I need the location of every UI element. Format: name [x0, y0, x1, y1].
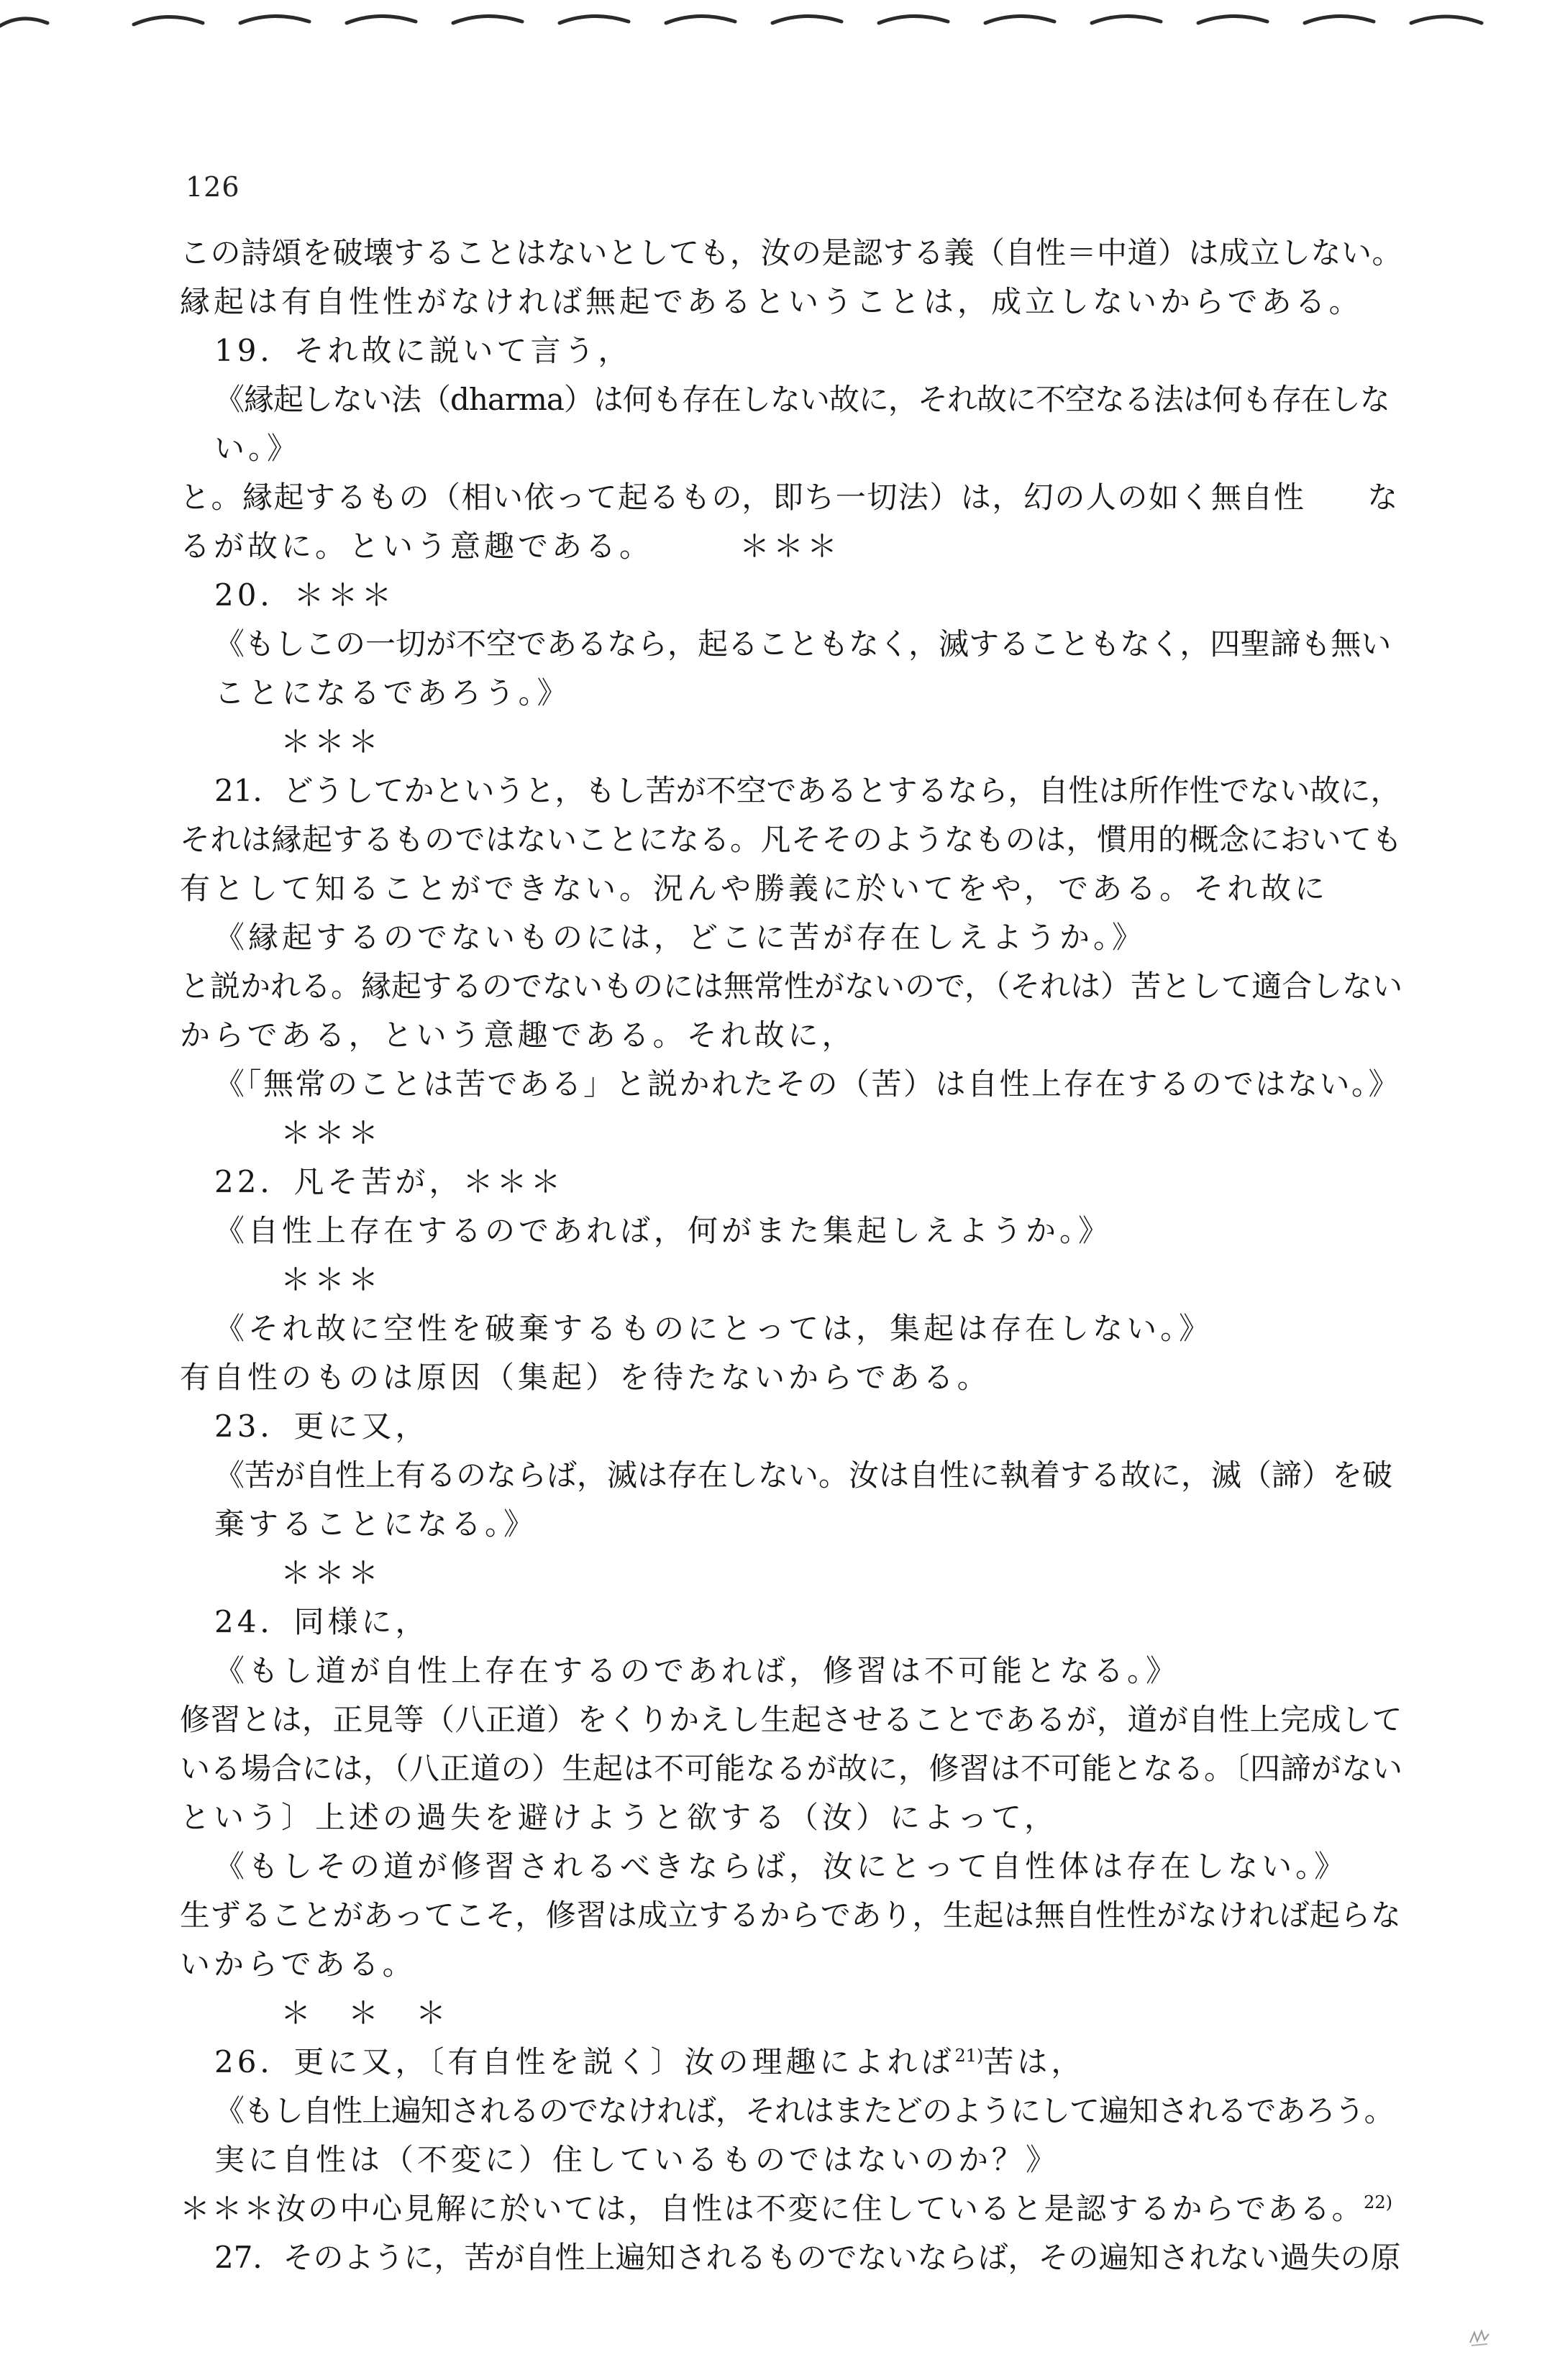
text-line-content: ＊＊＊ [280, 1115, 383, 1150]
text-line-content: るが故に。という意趣である。 ＊＊＊ [180, 528, 841, 564]
text-line [180, 1207, 1402, 1255]
text-line-content: 《縁起しない法（dharma）は何も存在しない故に，それ故に不空なる法は何も存在しな [214, 382, 1390, 417]
text-line [180, 1304, 1402, 1353]
page-number: 126 [186, 171, 240, 203]
text-line [180, 1793, 1402, 1842]
text-line-content: という〕上述の過失を避けようと欲する（汝）によって， [180, 1800, 1059, 1835]
text-line-content: 《縁起するのでないものには，どこに苦が存在しえようか。》 [214, 920, 1146, 955]
text-line [180, 1744, 1402, 1793]
text-line [180, 424, 1402, 473]
text-line [180, 2087, 1402, 2136]
text-line-content: 修習とは，正見等（八正道）をくりかえし生起させることであるが，道が自性上完成して [180, 1702, 1403, 1737]
text-line-content: 《自性上存在するのであれば，何がまた集起しえようか。》 [214, 1213, 1113, 1248]
text-line-content: 21．どうしてかというと，もし苦が不空であるとするなら，自性は所作性でない故に， [214, 773, 1401, 808]
text-line-content: と説かれる。縁起するのでないものには無常性がないので，（それは）苦として適合しない [180, 969, 1403, 1004]
text-line-content: 20．＊＊＊ [214, 577, 396, 613]
text-line-content: 《「無常のことは苦である」と説かれたその（苦）は自性上存在するのではない。》 [214, 1066, 1401, 1102]
text-line [180, 766, 1402, 815]
text-line [180, 2184, 1402, 2233]
text-line [180, 1109, 1402, 1158]
text-line-content: 棄することになる。》 [214, 1506, 538, 1542]
text-line-content: と。縁起するもの（相い依って起るもの，即ち一切法）は，幻の人の如く無自性 な [180, 480, 1399, 515]
text-line [180, 1011, 1402, 1060]
text-line [180, 913, 1402, 962]
pencil-scribble-mark [1467, 2327, 1492, 2348]
footnote-reference: 21) [954, 2046, 984, 2066]
text-line-content: 《苦が自性上有るのならば，滅は存在しない。汝は自性に執着する故に，滅（諦）を破 [214, 1457, 1393, 1493]
text-line-content: 24．同様に， [214, 1604, 429, 1639]
text-line [180, 473, 1402, 522]
text-line [180, 1255, 1402, 1304]
text-line-content: ＊ ＊ ＊ [280, 1995, 450, 2031]
text-line-content: ＊＊＊汝の中心見解に於いては，自性は不変に住していると是認するからである。 [180, 2191, 1364, 2226]
text-line [180, 669, 1402, 718]
text-line-content: 22．凡そ苦が，＊＊＊ [214, 1164, 565, 1199]
text-line [180, 522, 1402, 571]
text-line-content: 《もしこの一切が不空であるなら，起ることもなく，滅することもなく，四聖諦も無い [214, 626, 1392, 662]
text-line-content: ＊＊＊ [280, 1262, 383, 1297]
text-line [180, 229, 1402, 278]
text-line [180, 1940, 1402, 1989]
text-line-content: ことになるであろう。》 [214, 675, 571, 710]
text-line [180, 1598, 1402, 1647]
text-line-content: 《それ故に空性を破棄するものにとっては，集起は存在しない。》 [214, 1311, 1213, 1346]
text-line [180, 2038, 1402, 2087]
text-line [180, 962, 1402, 1011]
text-line-content: 27．そのように，苦が自性上遍知されるものでないならば，その遍知されない過失の原 [214, 2240, 1401, 2275]
text-line [180, 718, 1402, 766]
text-line [180, 326, 1402, 375]
text-line [180, 1402, 1402, 1451]
text-line [180, 1842, 1402, 1891]
text-line-content: い。》 [214, 431, 301, 466]
text-line [180, 1647, 1402, 1695]
text-line [180, 375, 1402, 424]
text-line [180, 1353, 1402, 1402]
text-line-content: いからである。 [180, 1946, 416, 1982]
text-line-content: 有自性のものは原因（集起）を待たないからである。 [180, 1360, 991, 1395]
text-line-content: 23．更に又， [214, 1409, 429, 1444]
text-line-content: この詩頌を破壊することはないとしても，汝の是認する義（自性＝中道）は成立しない。 [180, 235, 1403, 270]
text-line-continuation: 苦は， [983, 2044, 1085, 2079]
text-line [180, 1549, 1402, 1598]
text-line [180, 815, 1402, 864]
text-line [180, 1158, 1402, 1207]
text-line-content: からである，という意趣である。それ故に， [180, 1017, 856, 1053]
text-line-content: いる場合には，（八正道の）生起は不可能なるが故に，修習は不可能となる。〔四諦がない [180, 1751, 1403, 1786]
text-line [180, 1695, 1402, 1744]
text-line [180, 2136, 1402, 2184]
text-line-content: 生ずることがあってこそ，修習は成立するからであり，生起は無自性性がなければ起らな [180, 1898, 1402, 1933]
text-line [180, 1060, 1402, 1109]
text-line [180, 1989, 1402, 2038]
text-line [180, 278, 1402, 326]
text-line-content: ＊＊＊ [280, 1555, 383, 1591]
text-line-content: 縁起は有自性性がなければ無起であるということは，成立しないからである。 [180, 284, 1363, 319]
text-line [180, 2233, 1402, 2282]
text-line-content: 26．更に又，〔有自性を説く〕汝の理趣によれば [214, 2044, 955, 2079]
text-line [180, 620, 1402, 669]
text-line-content: それは縁起するものではないことになる。凡そそのようなものは，慣用的概念においても [180, 822, 1403, 857]
text-line [180, 571, 1402, 620]
text-line [180, 864, 1402, 913]
binding-ring-marks [0, 0, 1542, 50]
text-line-content: 有として知ることができない。況んや勝義に於いてをや，である。それ故に [180, 871, 1329, 906]
page-text-body [180, 229, 1402, 2282]
footnote-reference: 22) [1364, 2192, 1392, 2212]
text-line [180, 1891, 1402, 1940]
text-line-content: 《もしその道が修習されるべきならば，汝にとって自性体は存在しない。》 [214, 1849, 1349, 1884]
text-line [180, 1451, 1402, 1500]
text-line-content: 19．それ故に説いて言う， [214, 333, 632, 368]
text-line-content: 《もし自性上遍知されるのでなければ，それはまたどのようにして遍知されるであろう。 [214, 2093, 1394, 2128]
text-line-content: ＊＊＊ [280, 724, 383, 759]
text-line-content: 実に自性は（不変に）住しているものではないのか？》 [214, 2142, 1060, 2177]
text-line-content: 《もし道が自性上存在するのであれば，修習は不可能となる。》 [214, 1653, 1180, 1688]
text-line [180, 1500, 1402, 1549]
